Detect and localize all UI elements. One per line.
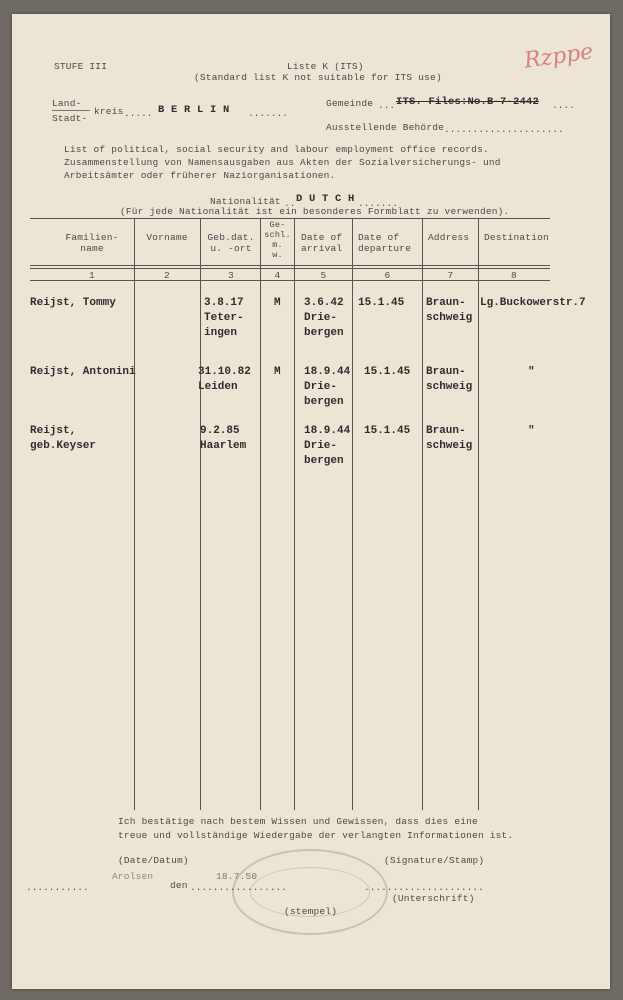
date-dots-middle: ................. [190, 882, 287, 893]
gemeinde-dots-right: .... [552, 100, 575, 111]
column-header-destination: Destination [484, 232, 549, 243]
date-dots-left: ........... [26, 882, 89, 893]
row-2-sex: M [274, 366, 281, 378]
column-divider-5 [352, 218, 353, 810]
behoerde-dots: ..................... [444, 124, 564, 135]
row-1-departure: 15.1.45 [358, 297, 405, 309]
row-2-name: Reijst, Antonini [30, 366, 136, 378]
liste-title: Liste K (ITS) [287, 61, 364, 72]
column-header-vorname: Vorname [146, 232, 188, 243]
row-2-departure: 15.1.45 [364, 366, 411, 378]
handwritten-mark: Rzppe [522, 39, 595, 74]
row-2-arrival: 18.9.44 Drie- bergen [304, 366, 351, 408]
column-divider-4 [294, 218, 295, 810]
nationality-dots-left: .. [284, 198, 296, 209]
nationality-label: Nationalität [210, 196, 281, 207]
column-header-geschlecht: Ge- schl. m. w. [264, 220, 291, 260]
column-number-7: 7 [447, 270, 454, 281]
row-3-name: Reijst, geb.Keyser [30, 425, 97, 452]
description-line-2: Zusammenstellung von Namensausgaben aus Akten der Sozialversicherungs- und [64, 157, 501, 168]
column-number-3: 3 [228, 270, 234, 281]
column-header-familienname: Familien- name [65, 232, 119, 254]
row-3-departure: 15.1.45 [364, 425, 411, 437]
row-1-destination: Lg.Buckowerstr.7 [480, 297, 586, 309]
document-page [12, 14, 610, 989]
table-header-rule [30, 265, 550, 266]
signature-label: (Signature/Stamp) [384, 855, 485, 866]
nationality-value: D U T C H [296, 193, 355, 205]
liste-subtitle: (Standard list K not suitable for ITS use) [194, 72, 442, 83]
table-top-rule [30, 218, 550, 219]
column-divider-7 [478, 218, 479, 810]
column-number-8: 8 [511, 270, 517, 281]
attestation-line-2: treue und vollständige Wiedergabe der verlangten Informationen ist. [118, 830, 514, 841]
kreis-label: kreis [94, 106, 124, 117]
column-divider-2 [200, 218, 201, 810]
row-2-address: Braun- schweig [426, 366, 473, 393]
column-header-address: Address [428, 232, 470, 243]
kreis-dots-right: ....... [248, 108, 288, 119]
kreis-dots-left: ..... [124, 108, 153, 119]
column-number-5: 5 [320, 270, 327, 281]
gemeinde-label: Gemeinde [326, 98, 374, 109]
column-number-1: 1 [89, 270, 95, 281]
column-divider-3 [260, 218, 261, 810]
row-3-birth: 9.2.85 Haarlem [200, 425, 247, 452]
row-3-address: Braun- schweig [426, 425, 473, 452]
column-divider-6 [422, 218, 423, 810]
date-label: (Date/Datum) [118, 855, 189, 866]
land-label: Land- [52, 98, 82, 109]
gemeinde-dots: ... [378, 100, 396, 111]
date-value: 18.7.50 [216, 871, 258, 882]
row-1-birth: 3.8.17 Teter- ingen [204, 297, 244, 339]
land-stadt-divider [52, 110, 90, 111]
row-3-destination: " [528, 425, 535, 437]
table-header-rule-2 [30, 268, 550, 269]
column-header-geburt: Geb.dat. u. -ort [207, 232, 255, 254]
den-label: den [170, 880, 188, 891]
signature-dots: ..................... [364, 882, 484, 893]
description-line-3: Arbeitsämter oder früherer Naziorganisationen. [64, 170, 336, 181]
row-1-arrival: 3.6.42 Drie- bergen [304, 297, 344, 339]
row-1-name: Reijst, Tommy [30, 297, 116, 309]
column-header-arrival: Date of arrival [301, 232, 343, 254]
row-2-birth: 31.10.82 Leiden [198, 366, 251, 393]
gemeinde-value: ITS. Files:No.B-7-2442 [396, 96, 540, 108]
attestation-line-1: Ich bestätige nach bestem Wissen und Gewissen, dass dies eine [118, 816, 478, 827]
stadt-label: Stadt- [52, 113, 88, 124]
nationality-dots-right: ....... [358, 198, 398, 209]
description-line-1: List of political, social security and labour employment office records. [64, 144, 489, 155]
place-value: Arolsen [112, 871, 154, 882]
stufe-label: STUFE III [54, 61, 108, 72]
row-1-address: Braun- schweig [426, 297, 473, 324]
column-header-departure: Date of departure [358, 232, 412, 254]
column-number-6: 6 [384, 270, 391, 281]
unterschrift-label: (Unterschrift) [392, 893, 475, 904]
stempel-label: (stempel) [284, 906, 338, 917]
kreis-value: B E R L I N [158, 104, 230, 116]
column-number-4: 4 [274, 270, 281, 281]
nationality-note: (Für jede Nationalität ist ein besonderes Formblatt zu verwenden). [120, 206, 510, 217]
behoerde-label: Ausstellende Behörde [326, 122, 445, 133]
row-1-sex: M [274, 297, 281, 309]
column-divider-1 [134, 218, 135, 810]
column-number-2: 2 [164, 270, 170, 281]
row-2-destination: " [528, 366, 535, 378]
row-3-arrival: 18.9.44 Drie- bergen [304, 425, 351, 467]
